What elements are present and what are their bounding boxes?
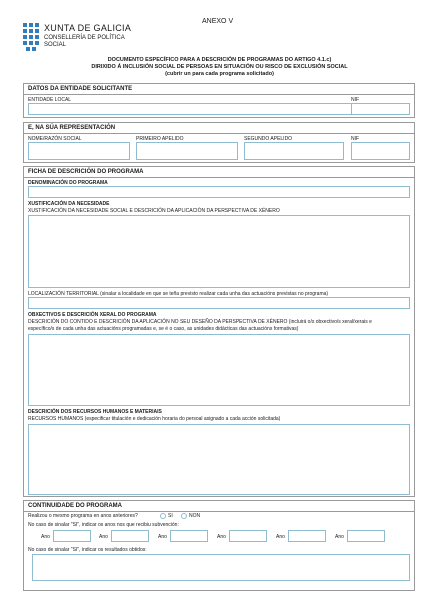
objectives-heading: OBXECTIVOS E DESCRICIÓN XERAL DO PROGRAMA bbox=[28, 312, 157, 318]
entity-nif-field[interactable] bbox=[351, 103, 410, 115]
radio-yes[interactable] bbox=[160, 513, 166, 519]
program-section bbox=[23, 166, 415, 497]
radio-no-label: NON bbox=[189, 513, 201, 519]
continuity-question: Realizou o mesmo programa en anos anteriores? bbox=[28, 513, 138, 519]
year-field-3[interactable] bbox=[170, 530, 208, 542]
entity-section-title: DATOS DA ENTIDADE SOLICITANTE bbox=[28, 86, 133, 92]
objectives-field[interactable] bbox=[28, 334, 410, 406]
results-field[interactable] bbox=[32, 554, 410, 581]
year-label-1: Ano bbox=[41, 534, 50, 540]
representative-section bbox=[23, 122, 415, 163]
title-line-2: DIRIXIDO Á INCLUSIÓN SOCIAL DE PERSOAS EN SITUACIÓN OU RISCO DE EXCLUSIÓN SOCIAL bbox=[91, 64, 348, 70]
resources-label: RECURSOS HUMANOS (especificar titulación e dedicación horaria do persoal asignado a cada acción solicitada) bbox=[28, 416, 281, 422]
divider bbox=[24, 133, 414, 134]
name-label: NOME/RAZÓN SOCIAL bbox=[28, 136, 82, 142]
entity-local-field[interactable] bbox=[28, 103, 356, 115]
second-surname-label: SEGUNDO APELIDO bbox=[244, 136, 293, 142]
entity-local-label: ENTIDADE LOCAL bbox=[28, 97, 72, 103]
location-label: LOCALIZACIÓN TERRITORIAL (sinalar a localidade en que se teña previsto realizar cada unha das actuacións previstas no programa) bbox=[28, 291, 329, 297]
objectives-label-2: específico/s de cada unha das actuacións programadas e, se é o caso, as unidades didácticas das actuacións formativas) bbox=[28, 326, 299, 332]
resources-field[interactable] bbox=[28, 424, 410, 495]
document-title bbox=[0, 57, 439, 78]
radio-no[interactable] bbox=[181, 513, 187, 519]
continuity-section bbox=[23, 500, 415, 591]
first-surname-label: PRIMEIRO APELIDO bbox=[136, 136, 184, 142]
logo-sub-2: SOCIAL bbox=[44, 42, 67, 48]
continuity-section-title: CONTINUIDADE DO PROGRAMA bbox=[28, 503, 122, 509]
year-field-2[interactable] bbox=[111, 530, 149, 542]
divider bbox=[24, 177, 414, 178]
rep-nif-field[interactable] bbox=[351, 142, 410, 160]
year-label-4: Ano bbox=[217, 534, 226, 540]
resources-heading: DESCRICIÓN DOS RECURSOS HUMANOS E MATERIAIS bbox=[28, 409, 162, 415]
rep-nif-label: NIF bbox=[351, 136, 360, 142]
program-name-label: DENOMINACIÓN DO PROGRAMA bbox=[28, 180, 108, 186]
year-field-1[interactable] bbox=[53, 530, 91, 542]
second-surname-field[interactable] bbox=[244, 142, 344, 160]
title-line-1: DOCUMENTO ESPECÍFICO PARA A DESCRICIÓN DE PROGRAMAS DO ARTIGO 4.1.c) bbox=[107, 57, 332, 63]
year-label-2: Ano bbox=[99, 534, 108, 540]
justification-field[interactable] bbox=[28, 215, 410, 288]
year-field-6[interactable] bbox=[347, 530, 385, 542]
program-section-title: FICHA DE DESCRICIÓN DO PROGRAMA bbox=[28, 169, 144, 175]
title-line-3: (cubrir un para cada programa solicitado) bbox=[165, 71, 274, 77]
year-field-5[interactable] bbox=[288, 530, 326, 542]
xunta-logo-icon bbox=[22, 22, 40, 52]
divider bbox=[24, 94, 414, 95]
logo-sub-1: CONSELLERÍA DE POLÍTICA bbox=[44, 35, 125, 41]
justification-heading: XUSTIFICACIÓN DA NECESIDADE bbox=[28, 201, 110, 207]
first-surname-field[interactable] bbox=[136, 142, 238, 160]
program-name-field[interactable] bbox=[28, 186, 410, 198]
year-label-6: Ano bbox=[335, 534, 344, 540]
divider bbox=[24, 511, 414, 512]
radio-yes-label: SI bbox=[168, 513, 173, 519]
year-label-5: Ano bbox=[276, 534, 285, 540]
objectives-label-1: DESCRICIÓN DO CONTIDO E DESCRICIÓN DA APLICACIÓN NO SEU DESEÑO DA PERSPECTIVA DE XÉNERO (incluirá o/s obxectivo/s xeral/xerais e bbox=[28, 319, 372, 325]
entity-section bbox=[23, 83, 415, 118]
logo-brand: XUNTA DE GALICIA bbox=[44, 23, 132, 33]
justification-label: XUSTIFICACIÓN DA NECESIDADE SOCIAL E DESCRICIÓN DA APLICACIÓN DA PERSPECTIVA DE XÉNERO bbox=[28, 208, 280, 214]
annex-label: ANEXO V bbox=[202, 18, 234, 25]
years-label: No caso de sinalar "SI", indicar os anos nos que recibiu subvención: bbox=[28, 522, 179, 528]
results-label: No caso de sinalar "SI", indicar os resultados obtidos: bbox=[28, 547, 147, 553]
name-field[interactable] bbox=[28, 142, 130, 160]
year-field-4[interactable] bbox=[229, 530, 267, 542]
representative-section-title: E, NA SÚA REPRESENTACIÓN bbox=[28, 125, 116, 131]
location-field[interactable] bbox=[28, 297, 410, 309]
year-label-3: Ano bbox=[158, 534, 167, 540]
entity-nif-label: NIF bbox=[351, 97, 360, 103]
